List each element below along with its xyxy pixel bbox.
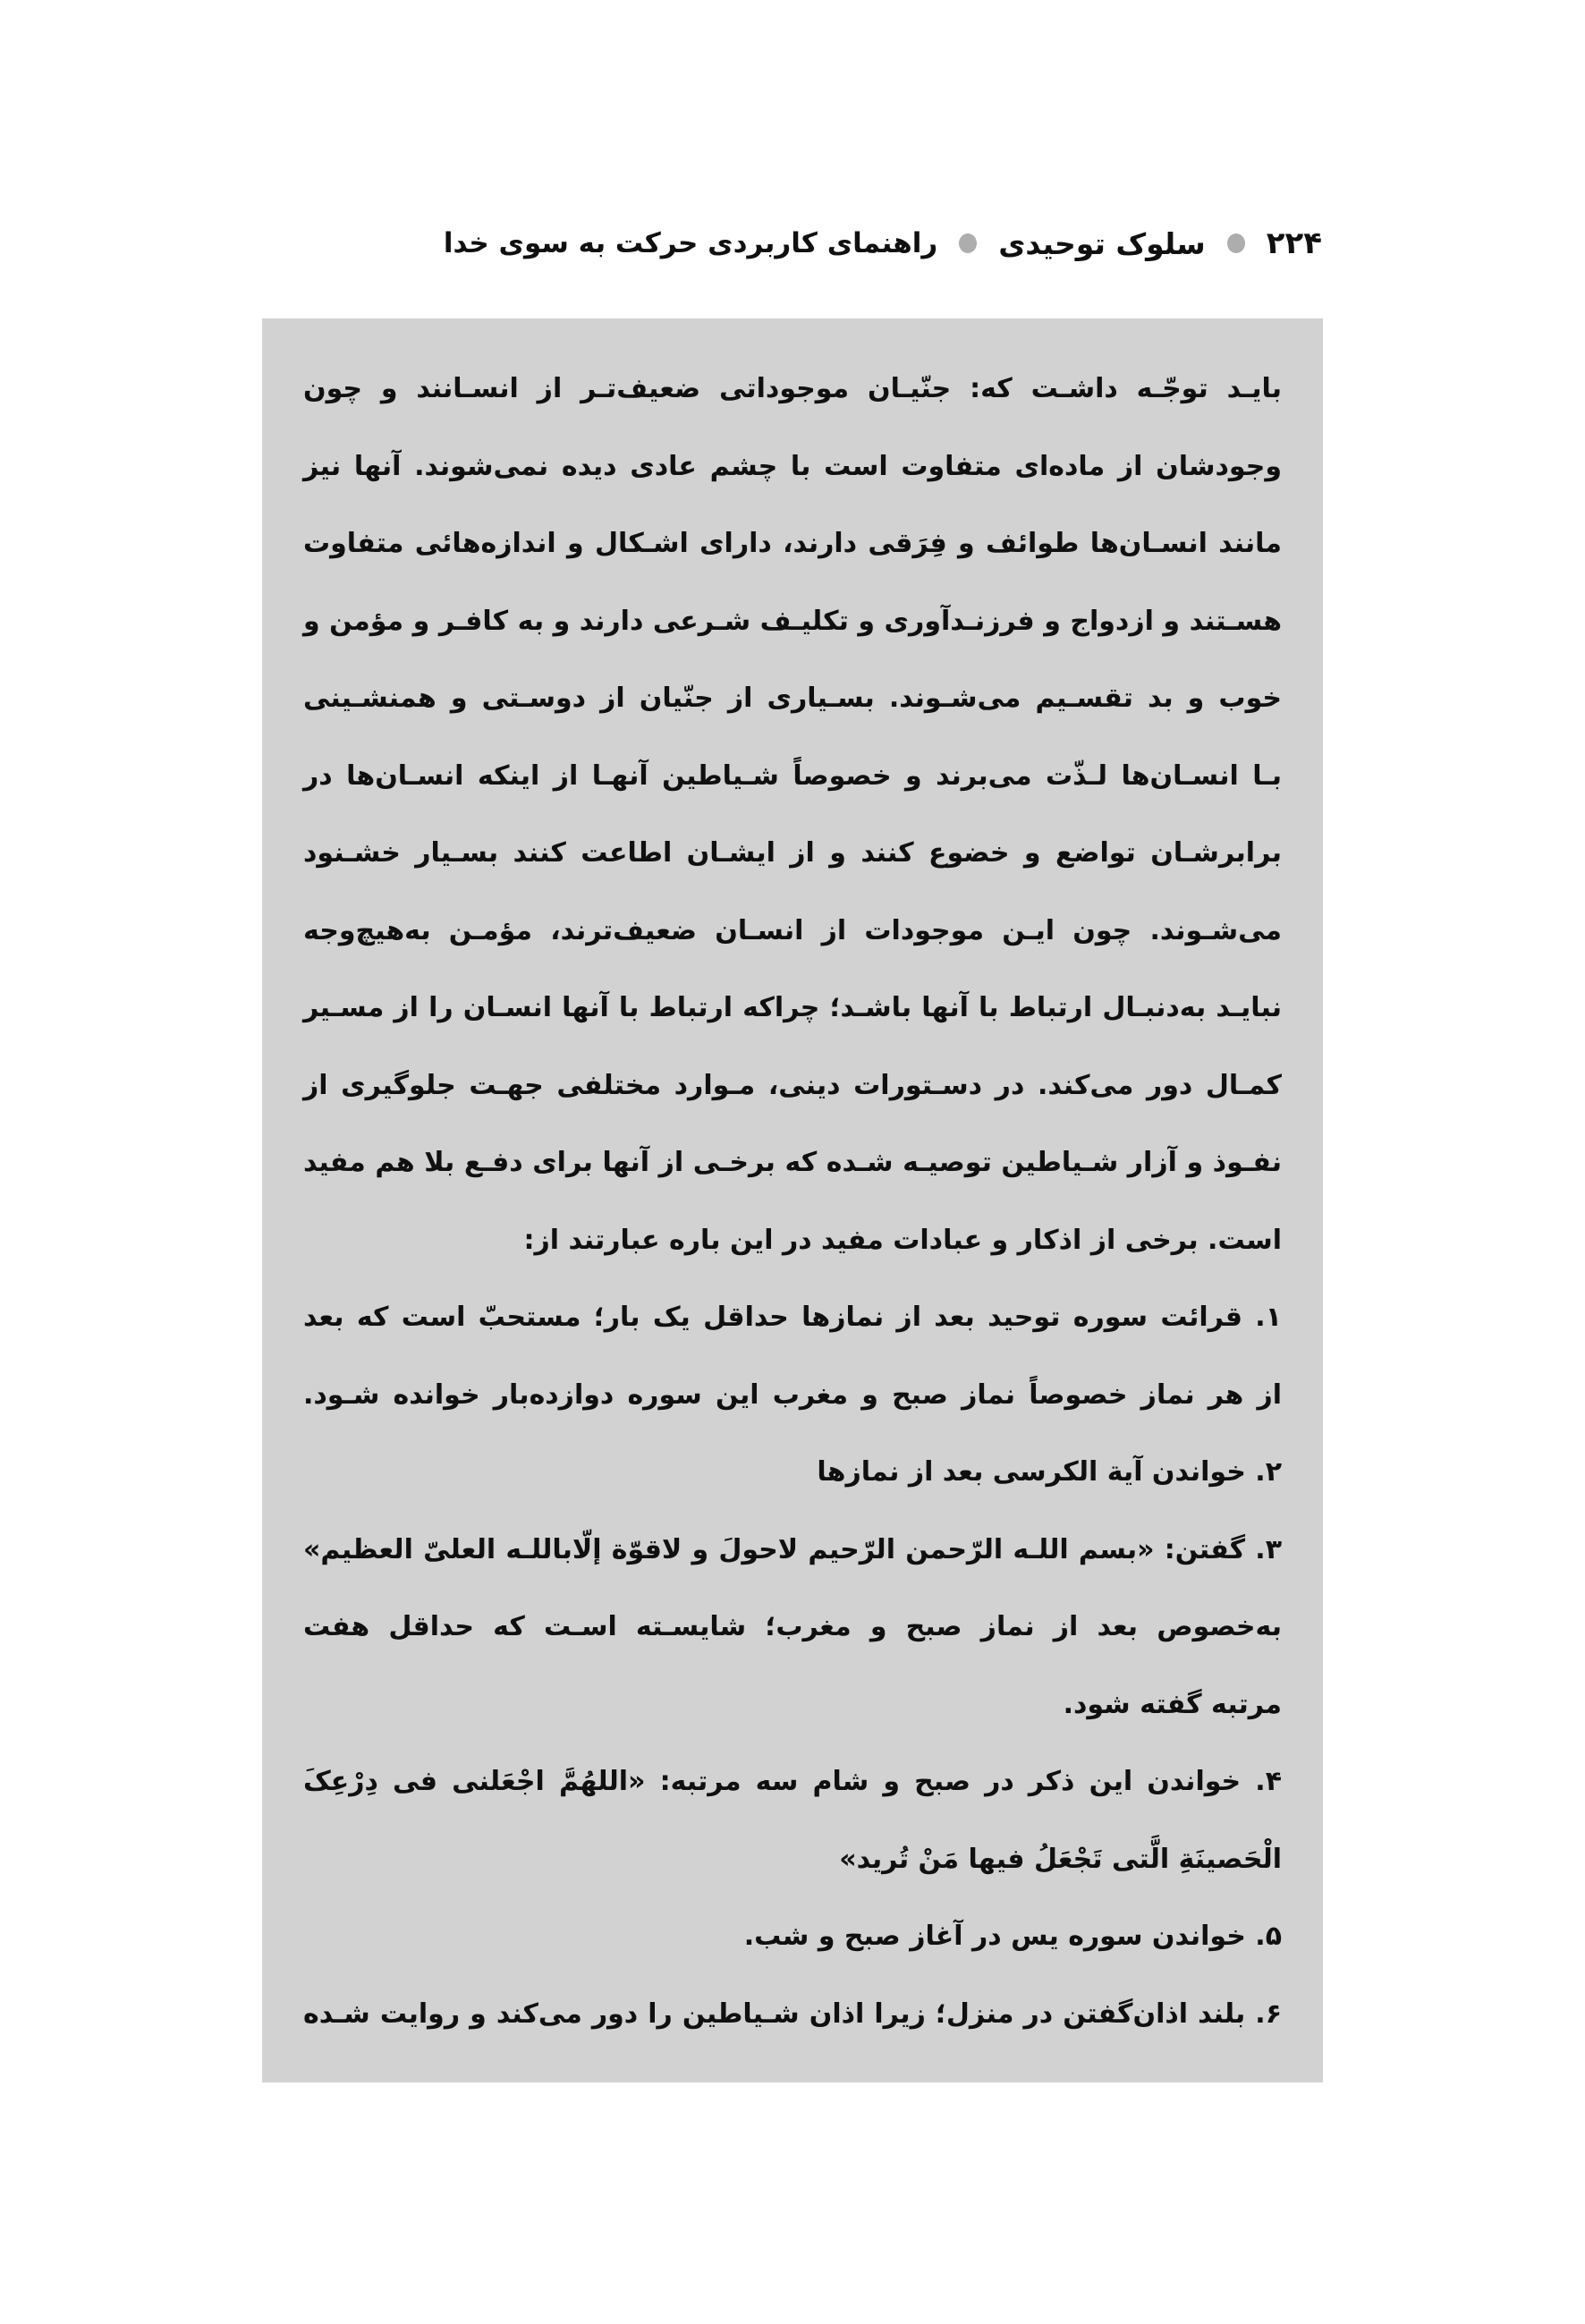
body-text-block [262, 318, 1323, 2082]
text-line: الْحَصینَةِ الَّتی تَجْعَلُ فیها مَنْ تُرید» [839, 1843, 1282, 1875]
text-line: از هر نماز خصوصاً نماز صبح و مغرب این سوره دوازده‌بار خوانده شـود. [303, 1378, 1282, 1411]
text-line: بـا انسـان‌ها لـذّت می‌برند و خصوصاً شـیاطین آنهـا از اینکه انسـان‌ها در [303, 759, 1282, 792]
text-line: مرتبه گفته شود. [1063, 1688, 1282, 1720]
text-line: است. برخی از اذکار و عبادات مفید در این باره عبارتند از: [523, 1224, 1282, 1256]
text-line: بایـد توجّـه داشـت که: جنّیـان موجوداتی ضعیف‌تـر از انسـانند و چون [303, 373, 1282, 404]
text-line: برابرشـان تواضع و خضوع کنند و از ایشـان اطاعت کنند بسـیار خشـنود [303, 837, 1282, 869]
text-line: هسـتند و ازدواج و فرزنـدآوری و تکلیـف شـرعی دارند و به کافـر و مؤمن و [303, 605, 1282, 637]
text-line: وجودشان از ماده‌ای متفاوت است با چشم عادی دیده نمی‌شوند. آنها نیز [303, 450, 1282, 482]
page-number: ۲۲۴ [1266, 225, 1322, 261]
separator-bullet-icon [1227, 233, 1245, 253]
text-line: کمـال دور می‌کند. در دسـتورات دینی، مـوارد مختلفی جهـت جلوگیری از [303, 1069, 1282, 1101]
text-line: ۵. خواندن سوره یس در آغاز صبح و شب. [743, 1921, 1282, 1952]
text-line: مانند انسـان‌ها طوائف و فِرَقی دارند، دارای اشـکال و اندازه‌هائی متفاوت [303, 528, 1282, 559]
text-line: می‌شـوند. چون ایـن موجودات از انسـان ضعیف‌ترند، مؤمـن به‌هیچ‌وجه [303, 914, 1282, 946]
text-line: ۳. گفتن: «بسم اللـه الرّحمن الرّحیم لاحولَ و لاقوّة إلّاباللـه العلیّ العظیم» [303, 1533, 1282, 1565]
text-line: ۱. قرائت سوره توحید بعد از نمازها حداقل یک بار؛ مستحبّ است که بعد [303, 1302, 1282, 1333]
text-line: خوب و بد تقسـیم می‌شـوند. بسـیاری از جنّیان از دوسـتی و همنشـینی [303, 683, 1282, 714]
paragraph-lines [303, 351, 1282, 2082]
book-subtitle: راهنمای کاربردی حرکت به سوی خدا [443, 227, 938, 259]
separator-bullet-icon [959, 233, 977, 253]
book-title: سلوک توحیدی [998, 225, 1206, 261]
text-line: ۲. خواندن آیة الکرسی بعد از نمازها [817, 1456, 1282, 1488]
text-line: به‌خصوص بعد از نماز صبح و مغرب؛ شایسـته اسـت که حداقل هفت [303, 1611, 1282, 1642]
text-line: نبایـد به‌دنبـال ارتباط با آنها باشـد؛ چراکه ارتباط با آنها انسـان را از مسـیر [303, 992, 1282, 1023]
text-line: نفـوذ و آزار شـیاطین توصیـه شـده که برخـی از آنها برای دفـع بلا هم مفید [303, 1147, 1282, 1178]
text-line: ۴. خواندن این ذکر در صبح و شام سه مرتبه: «اللهُمَّ اجْعَلنی فی دِرْعِکَ [303, 1766, 1282, 1797]
text-line: ۶. بلند اذان‌گفتن در منزل؛ زیرا اذان شـیاطین را دور می‌کند و روایت شـده [303, 1997, 1282, 2030]
page-header [444, 225, 1322, 261]
